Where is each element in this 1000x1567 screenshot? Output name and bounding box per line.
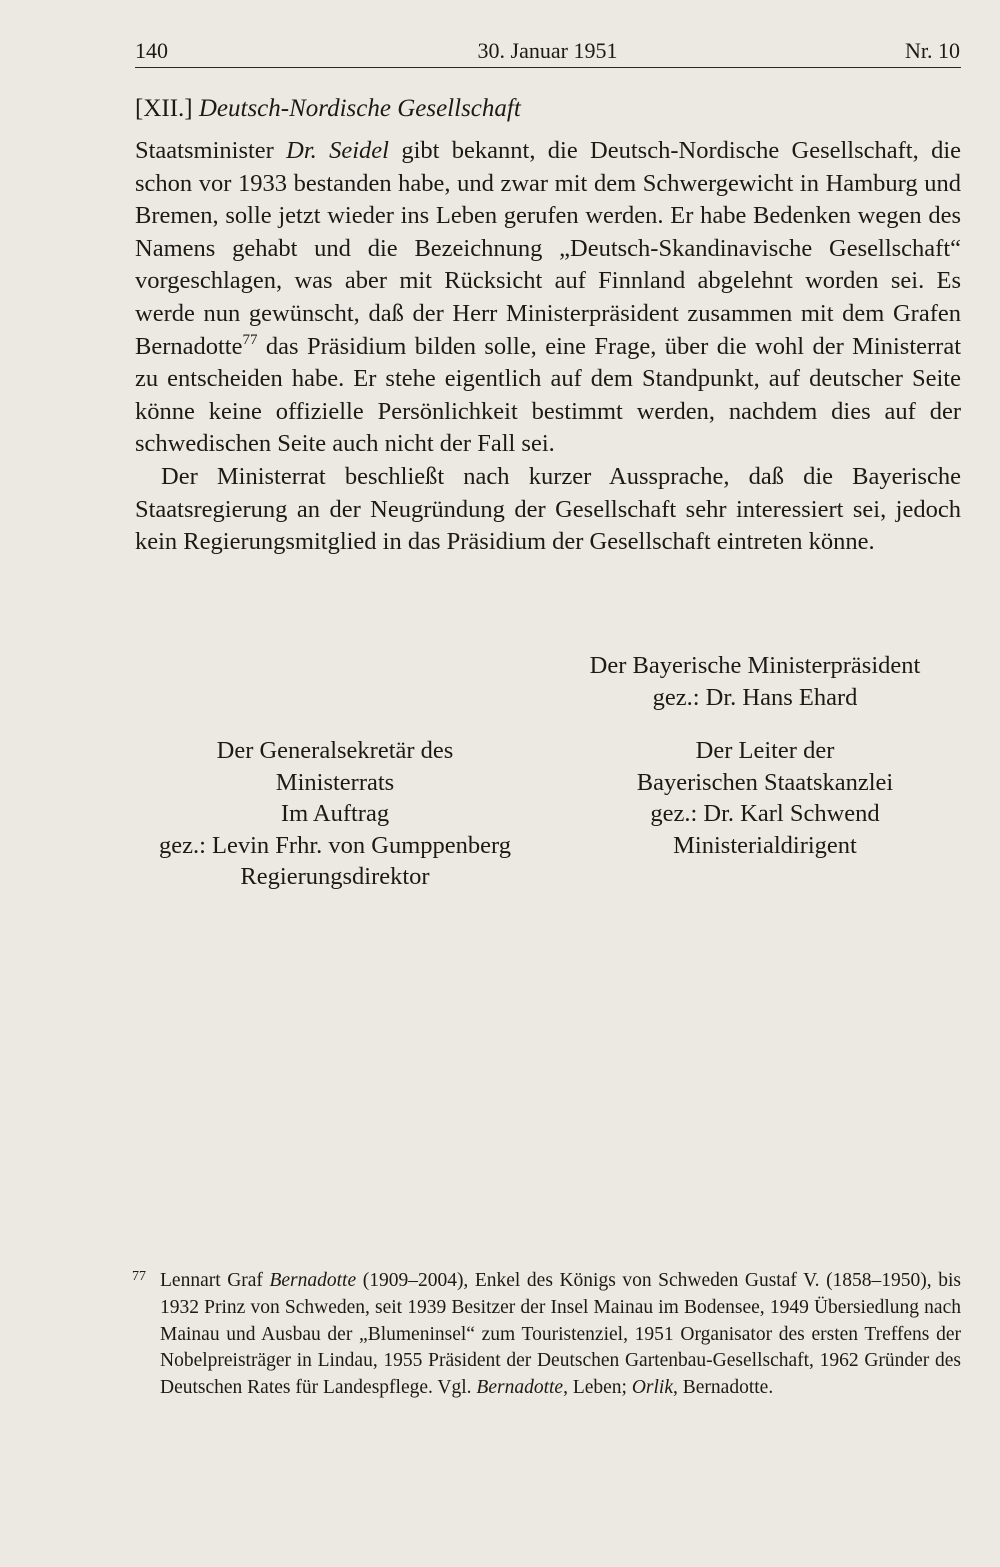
- issue-number: Nr. 10: [905, 38, 960, 63]
- footnote-text: [132, 1268, 961, 1402]
- fn-text-d: , Bernadotte.: [673, 1377, 774, 1399]
- footnote-77: [132, 1268, 961, 1402]
- p1-text-c: das Präsidium bilden solle, eine Frage, über die wohl der Ministerrat zu entscheiden habe. Er stehe eigentlich auf dem Standpunkt, auf deutscher Seite könne keine offizielle Persönlichkeit bestimmt werden, nachdem dies auf der schwedischen Seite auch nicht der Fall sei.: [135, 332, 961, 458]
- paragraph-2: Der Ministerrat beschließt nach kurzer Aussprache, daß die Bayerische Staatsregierung an der Neugründung der Gesellschaft sehr interessiert sei, jedoch kein Regierungsmitglied in das Präsidium der Gesellschaft eintreten könne.: [135, 462, 961, 556]
- sig-line: Der Leiter der: [695, 737, 835, 764]
- sig-line: Ministerialdirigent: [673, 831, 857, 859]
- sig-line: Bayerischen Staatskanzlei: [636, 768, 894, 796]
- sig-name: gez.: Dr. Hans Ehard: [652, 683, 858, 711]
- paragraph-1: [135, 135, 961, 461]
- fn-text-b: (1909–2004), Enkel des Königs von Schweden Gustaf V. (1858–1950), bis 1932 Prinz von Schweden, seit 1939 Besitzer der Insel Mainau im Bodensee, 1949 Übersiedlung nach Mainau und Ausbau der „Blumeninsel“ zum Touristenziel, 1951 Organisator des ersten Treffens der Nobelpreisträger in Lindau, 1955 Präsident der Deutschen Gartenbau-Gesellschaft, 1962 Gründer des Deutschen Rates für Landespflege. Vgl.: [160, 1270, 961, 1399]
- sig-line: Ministerrats: [275, 768, 395, 796]
- fn-name-a: Bernadotte: [269, 1270, 357, 1291]
- sig-line: Regierungsdirektor: [240, 863, 430, 890]
- signature-general-secretary: [135, 735, 535, 893]
- page-number: 140: [135, 38, 168, 63]
- sig-title: Der Bayerische Ministerpräsident: [589, 652, 921, 679]
- p1-text-b: gibt bekannt, die Deutsch-Nordische Gesellschaft, die schon vor 1933 bestanden habe, und zwar mit dem Schwergewicht in Hamburg und Bremen, solle jetzt wieder ins Leben gerufen werden. Er habe Bedenken wegen des Namens gehabt und die Bezeichnung „Deutsch-Skandinavische Gesellschaft“ vorgeschlagen, was aber mit Rücksicht auf Finnland abgelehnt worden sei. Es werde nun gewünscht, daß der Herr Ministerpräsident zusammen mit dem Grafen Bernadotte: [135, 137, 961, 360]
- signature-chancellery-head: [600, 735, 930, 861]
- section-heading: [135, 95, 521, 123]
- header-date: 30. Januar 1951: [477, 38, 618, 63]
- fn-ref-orlik: Orlik: [631, 1377, 674, 1399]
- header-rule: [135, 67, 961, 68]
- sig-line: Im Auftrag: [280, 800, 390, 827]
- fn-text-c: , Leben;: [563, 1377, 632, 1399]
- p1-text-a: Staatsminister: [135, 137, 287, 164]
- p1-name-seidel: Dr. Seidel: [286, 137, 389, 164]
- footnote-number: 77: [132, 1269, 146, 1284]
- sig-line: gez.: Dr. Karl Schwend: [650, 800, 880, 827]
- section-title: Deutsch-Nordische Gesellschaft: [198, 95, 521, 122]
- section-number: [XII.]: [135, 95, 193, 122]
- fn-text-a: Lennart Graf: [160, 1270, 270, 1291]
- running-header: [135, 38, 960, 64]
- signature-minister-president: [560, 650, 950, 713]
- fn-ref-bernadotte: Bernadotte: [476, 1377, 564, 1399]
- sig-line: gez.: Levin Frhr. von Gumppenberg: [158, 831, 511, 859]
- sig-line: Der Generalsekretär des: [216, 737, 454, 764]
- footnote-ref-77[interactable]: 77: [242, 331, 258, 348]
- body-text: [135, 135, 961, 559]
